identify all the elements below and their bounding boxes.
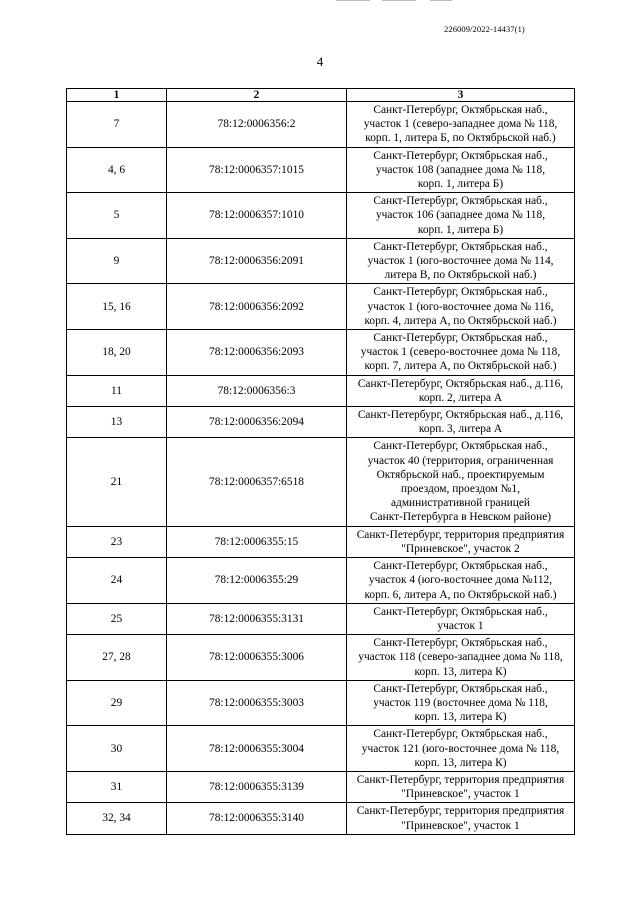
address-line: Санкт-Петербург, территория предприятия	[356, 805, 565, 818]
address-line: участок 106 (западнее дома № 118,	[375, 209, 546, 222]
cell-address	[347, 284, 575, 330]
address-line: Санкт-Петербург, Октябрьская наб., д.116,	[357, 409, 564, 422]
land-plots-table	[66, 88, 575, 835]
cell-cadastral-number: 78:12:0006355:3003	[167, 680, 347, 726]
cell-number: 21	[67, 438, 167, 526]
address-line: корп. 1, литера Б, по Октябрьской наб.)	[365, 132, 556, 145]
address-line: участок 1 (северо-западнее дома № 118,	[363, 118, 558, 131]
cell-address	[347, 407, 575, 438]
table-row	[67, 330, 575, 376]
cell-cadastral-number: 78:12:0006356:3	[167, 375, 347, 406]
cell-address	[347, 330, 575, 376]
table-row	[67, 558, 575, 604]
top-edge-line	[336, 0, 370, 1]
cell-number: 31	[67, 771, 167, 802]
address-line: корп. 2, литера А	[418, 391, 503, 404]
address-line: Санкт-Петербург, Октябрьская наб.,	[373, 728, 548, 741]
cell-cadastral-number: 78:12:0006355:29	[167, 558, 347, 604]
address-line: корп. 6, литера А, по Октябрьской наб.)	[364, 588, 557, 601]
cell-address	[347, 635, 575, 681]
cell-address	[347, 238, 575, 284]
address-line: корп. 13, литера К)	[414, 711, 507, 724]
cell-cadastral-number: 78:12:0006357:1010	[167, 193, 347, 239]
table-row	[67, 526, 575, 557]
cell-cadastral-number: 78:12:0006357:6518	[167, 438, 347, 526]
cell-address	[347, 726, 575, 772]
address-line: участок 118 (северо-западнее дома № 118,	[358, 651, 563, 664]
address-line: корп. 13, литера К)	[414, 756, 507, 769]
document-id: 226009/2022-14437(1)	[444, 24, 525, 34]
cell-number: 15, 16	[67, 284, 167, 330]
cell-cadastral-number: 78:12:0006357:1015	[167, 147, 347, 193]
cell-number: 11	[67, 375, 167, 406]
address-line: участок 40 (территория, ограниченная	[367, 454, 554, 467]
cell-cadastral-number: 78:12:0006355:3131	[167, 603, 347, 634]
address-line: корп. 4, литера А, по Октябрьской наб.)	[364, 314, 557, 327]
cell-number: 18, 20	[67, 330, 167, 376]
address-line: участок 1 (северо-восточнее дома № 118,	[360, 346, 561, 359]
cell-cadastral-number: 78:12:0006355:3139	[167, 771, 347, 802]
top-edge-line	[382, 0, 416, 1]
cell-cadastral-number: 78:12:0006356:2	[167, 102, 347, 148]
table-body	[67, 102, 575, 835]
table-row	[67, 375, 575, 406]
table-row	[67, 284, 575, 330]
address-line: Санкт-Петербург, Октябрьская наб.,	[373, 195, 548, 208]
address-line: корп. 7, литера А, по Октябрьской наб.)	[364, 360, 557, 373]
column-header-3: 3	[347, 89, 575, 102]
cell-address	[347, 102, 575, 148]
cell-address	[347, 771, 575, 802]
cell-address	[347, 375, 575, 406]
table-row	[67, 680, 575, 726]
cell-number: 30	[67, 726, 167, 772]
address-line: Санкт-Петербурга в Невском районе)	[369, 511, 552, 524]
cell-number: 27, 28	[67, 635, 167, 681]
address-line: участок 108 (западнее дома № 118,	[375, 163, 546, 176]
address-line: участок 4 (юго-восточнее дома №112,	[368, 574, 553, 587]
cell-cadastral-number: 78:12:0006355:15	[167, 526, 347, 557]
table-row	[67, 635, 575, 681]
cell-cadastral-number: 78:12:0006356:2091	[167, 238, 347, 284]
cell-cadastral-number: 78:12:0006355:3140	[167, 803, 347, 834]
address-line: Санкт-Петербург, Октябрьская наб.,	[373, 560, 548, 573]
address-line: Санкт-Петербург, Октябрьская наб.,	[373, 637, 548, 650]
table-row	[67, 407, 575, 438]
address-line: литера В, по Октябрьской наб.)	[384, 269, 537, 282]
cell-number: 4, 6	[67, 147, 167, 193]
address-line: участок 121 (юго-восточнее дома № 118,	[361, 742, 560, 755]
column-header-2: 2	[167, 89, 347, 102]
address-line: корп. 13, литера К)	[414, 665, 507, 678]
table-header-row	[67, 89, 575, 102]
cell-cadastral-number: 78:12:0006355:3004	[167, 726, 347, 772]
address-line: проездом, проездом №1,	[400, 483, 521, 496]
cell-number: 7	[67, 102, 167, 148]
table-row	[67, 438, 575, 526]
address-line: корп. 1, литера Б)	[417, 178, 504, 191]
address-line: Октябрьской наб., проектируемым	[376, 468, 545, 481]
cell-address	[347, 193, 575, 239]
address-line: административной границей	[390, 497, 531, 510]
cell-address	[347, 803, 575, 834]
cell-address	[347, 603, 575, 634]
table-row	[67, 238, 575, 284]
cell-cadastral-number: 78:12:0006356:2093	[167, 330, 347, 376]
cell-address	[347, 147, 575, 193]
cell-number: 29	[67, 680, 167, 726]
cell-address	[347, 558, 575, 604]
cell-number: 13	[67, 407, 167, 438]
cell-cadastral-number: 78:12:0006356:2092	[167, 284, 347, 330]
address-line: Санкт-Петербург, Октябрьская наб.,	[373, 440, 548, 453]
table-row	[67, 771, 575, 802]
address-line: участок 1 (юго-восточнее дома № 114,	[367, 255, 554, 268]
cell-number: 9	[67, 238, 167, 284]
column-header-1: 1	[67, 89, 167, 102]
address-line: "Приневское", участок 1	[401, 788, 520, 801]
address-line: "Приневское", участок 1	[401, 819, 520, 832]
address-line: Санкт-Петербург, Октябрьская наб.,	[373, 332, 548, 345]
cell-cadastral-number: 78:12:0006356:2094	[167, 407, 347, 438]
address-line: участок 1	[437, 619, 484, 632]
address-line: Санкт-Петербург, Октябрьская наб.,	[373, 149, 548, 162]
cell-number: 23	[67, 526, 167, 557]
address-line: Санкт-Петербург, Октябрьская наб.,	[373, 286, 548, 299]
cell-number: 32, 34	[67, 803, 167, 834]
address-line: Санкт-Петербург, территория предприятия	[356, 773, 565, 786]
page-number: 4	[316, 54, 324, 69]
cell-address	[347, 438, 575, 526]
address-line: "Приневское", участок 2	[401, 542, 520, 555]
address-line: корп. 3, литера А	[418, 423, 503, 436]
top-edge-line	[430, 0, 452, 1]
cell-number: 24	[67, 558, 167, 604]
address-line: Санкт-Петербург, Октябрьская наб.,	[373, 605, 548, 618]
address-line: Санкт-Петербург, Октябрьская наб., д.116,	[357, 377, 564, 390]
table-row	[67, 803, 575, 834]
table-row	[67, 603, 575, 634]
address-line: Санкт-Петербург, Октябрьская наб.,	[373, 682, 548, 695]
address-line: Санкт-Петербург, Октябрьская наб.,	[373, 240, 548, 253]
table-row	[67, 193, 575, 239]
table-row	[67, 102, 575, 148]
cell-cadastral-number: 78:12:0006355:3006	[167, 635, 347, 681]
address-line: участок 119 (восточнее дома № 118,	[373, 696, 548, 709]
address-line: Санкт-Петербург, территория предприятия	[356, 528, 565, 541]
table-row	[67, 726, 575, 772]
cell-address	[347, 680, 575, 726]
cell-number: 5	[67, 193, 167, 239]
cell-number: 25	[67, 603, 167, 634]
address-line: корп. 1, литера Б)	[417, 223, 504, 236]
cell-address	[347, 526, 575, 557]
address-line: участок 1 (юго-восточнее дома № 116,	[367, 300, 554, 313]
table-row	[67, 147, 575, 193]
address-line: Санкт-Петербург, Октябрьская наб.,	[373, 104, 548, 116]
